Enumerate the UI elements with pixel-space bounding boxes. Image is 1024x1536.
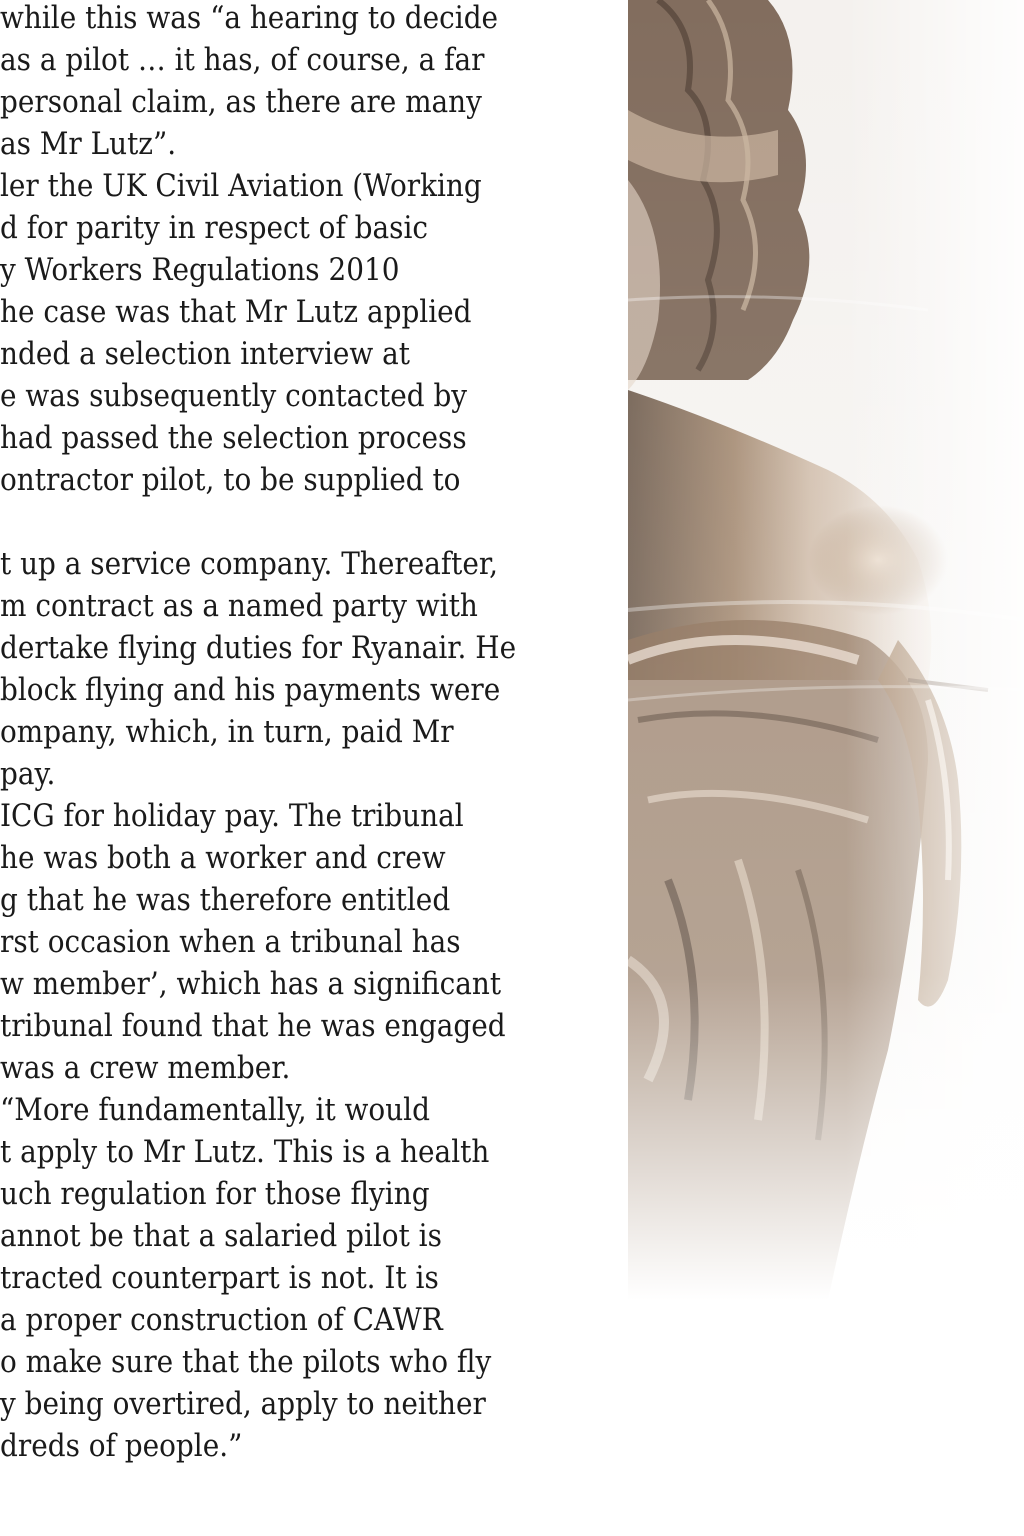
text-line: “More fundamentally, it would xyxy=(0,1092,430,1128)
text-line: while this was “a hearing to decide xyxy=(0,0,499,36)
text-line: tracted counterpart is not. It is xyxy=(0,1260,439,1296)
text-line: was a crew member. xyxy=(0,1050,291,1086)
statue-illustration xyxy=(628,0,1024,1300)
text-line: had passed the selection process xyxy=(0,420,467,456)
text-line: he was both a worker and crew xyxy=(0,840,446,876)
text-line: g that he was therefore entitled xyxy=(0,882,451,918)
text-line: annot be that a salaried pilot is xyxy=(0,1218,442,1254)
text-line: y being overtired, apply to neither xyxy=(0,1386,486,1422)
text-line: ompany, which, in turn, paid Mr xyxy=(0,714,454,750)
text-line: a proper construction of CAWR xyxy=(0,1302,443,1338)
text-line: dertake flying duties for Ryanair. He xyxy=(0,630,517,666)
text-line: e was subsequently contacted by xyxy=(0,378,468,414)
text-line: ler the UK Civil Aviation (Working xyxy=(0,168,482,204)
text-line: as a pilot … it has, of course, a far xyxy=(0,42,485,78)
text-line: tribunal found that he was engaged xyxy=(0,1008,506,1044)
lady-justice-image xyxy=(628,0,1024,1300)
text-line: nded a selection interview at xyxy=(0,336,410,372)
text-line: block flying and his payments were xyxy=(0,672,501,708)
text-line: rst occasion when a tribunal has xyxy=(0,924,461,960)
text-line: personal claim, as there are many xyxy=(0,84,482,120)
text-line: t apply to Mr Lutz. This is a health xyxy=(0,1134,490,1170)
text-line: pay. xyxy=(0,756,56,792)
text-line: dreds of people.” xyxy=(0,1428,243,1464)
text-line: he case was that Mr Lutz applied xyxy=(0,294,472,330)
text-line: y Workers Regulations 2010 xyxy=(0,252,400,288)
text-line: as Mr Lutz”. xyxy=(0,126,177,162)
text-line: ICG for holiday pay. The tribunal xyxy=(0,798,464,834)
text-line: d for parity in respect of basic xyxy=(0,210,429,246)
text-line: w member’, which has a significant xyxy=(0,966,502,1002)
text-line: ontractor pilot, to be supplied to xyxy=(0,462,461,498)
text-line: m contract as a named party with xyxy=(0,588,478,624)
text-line: o make sure that the pilots who fly xyxy=(0,1344,492,1380)
text-line: t up a service company. Thereafter, xyxy=(0,546,499,582)
text-line: uch regulation for those flying xyxy=(0,1176,430,1212)
